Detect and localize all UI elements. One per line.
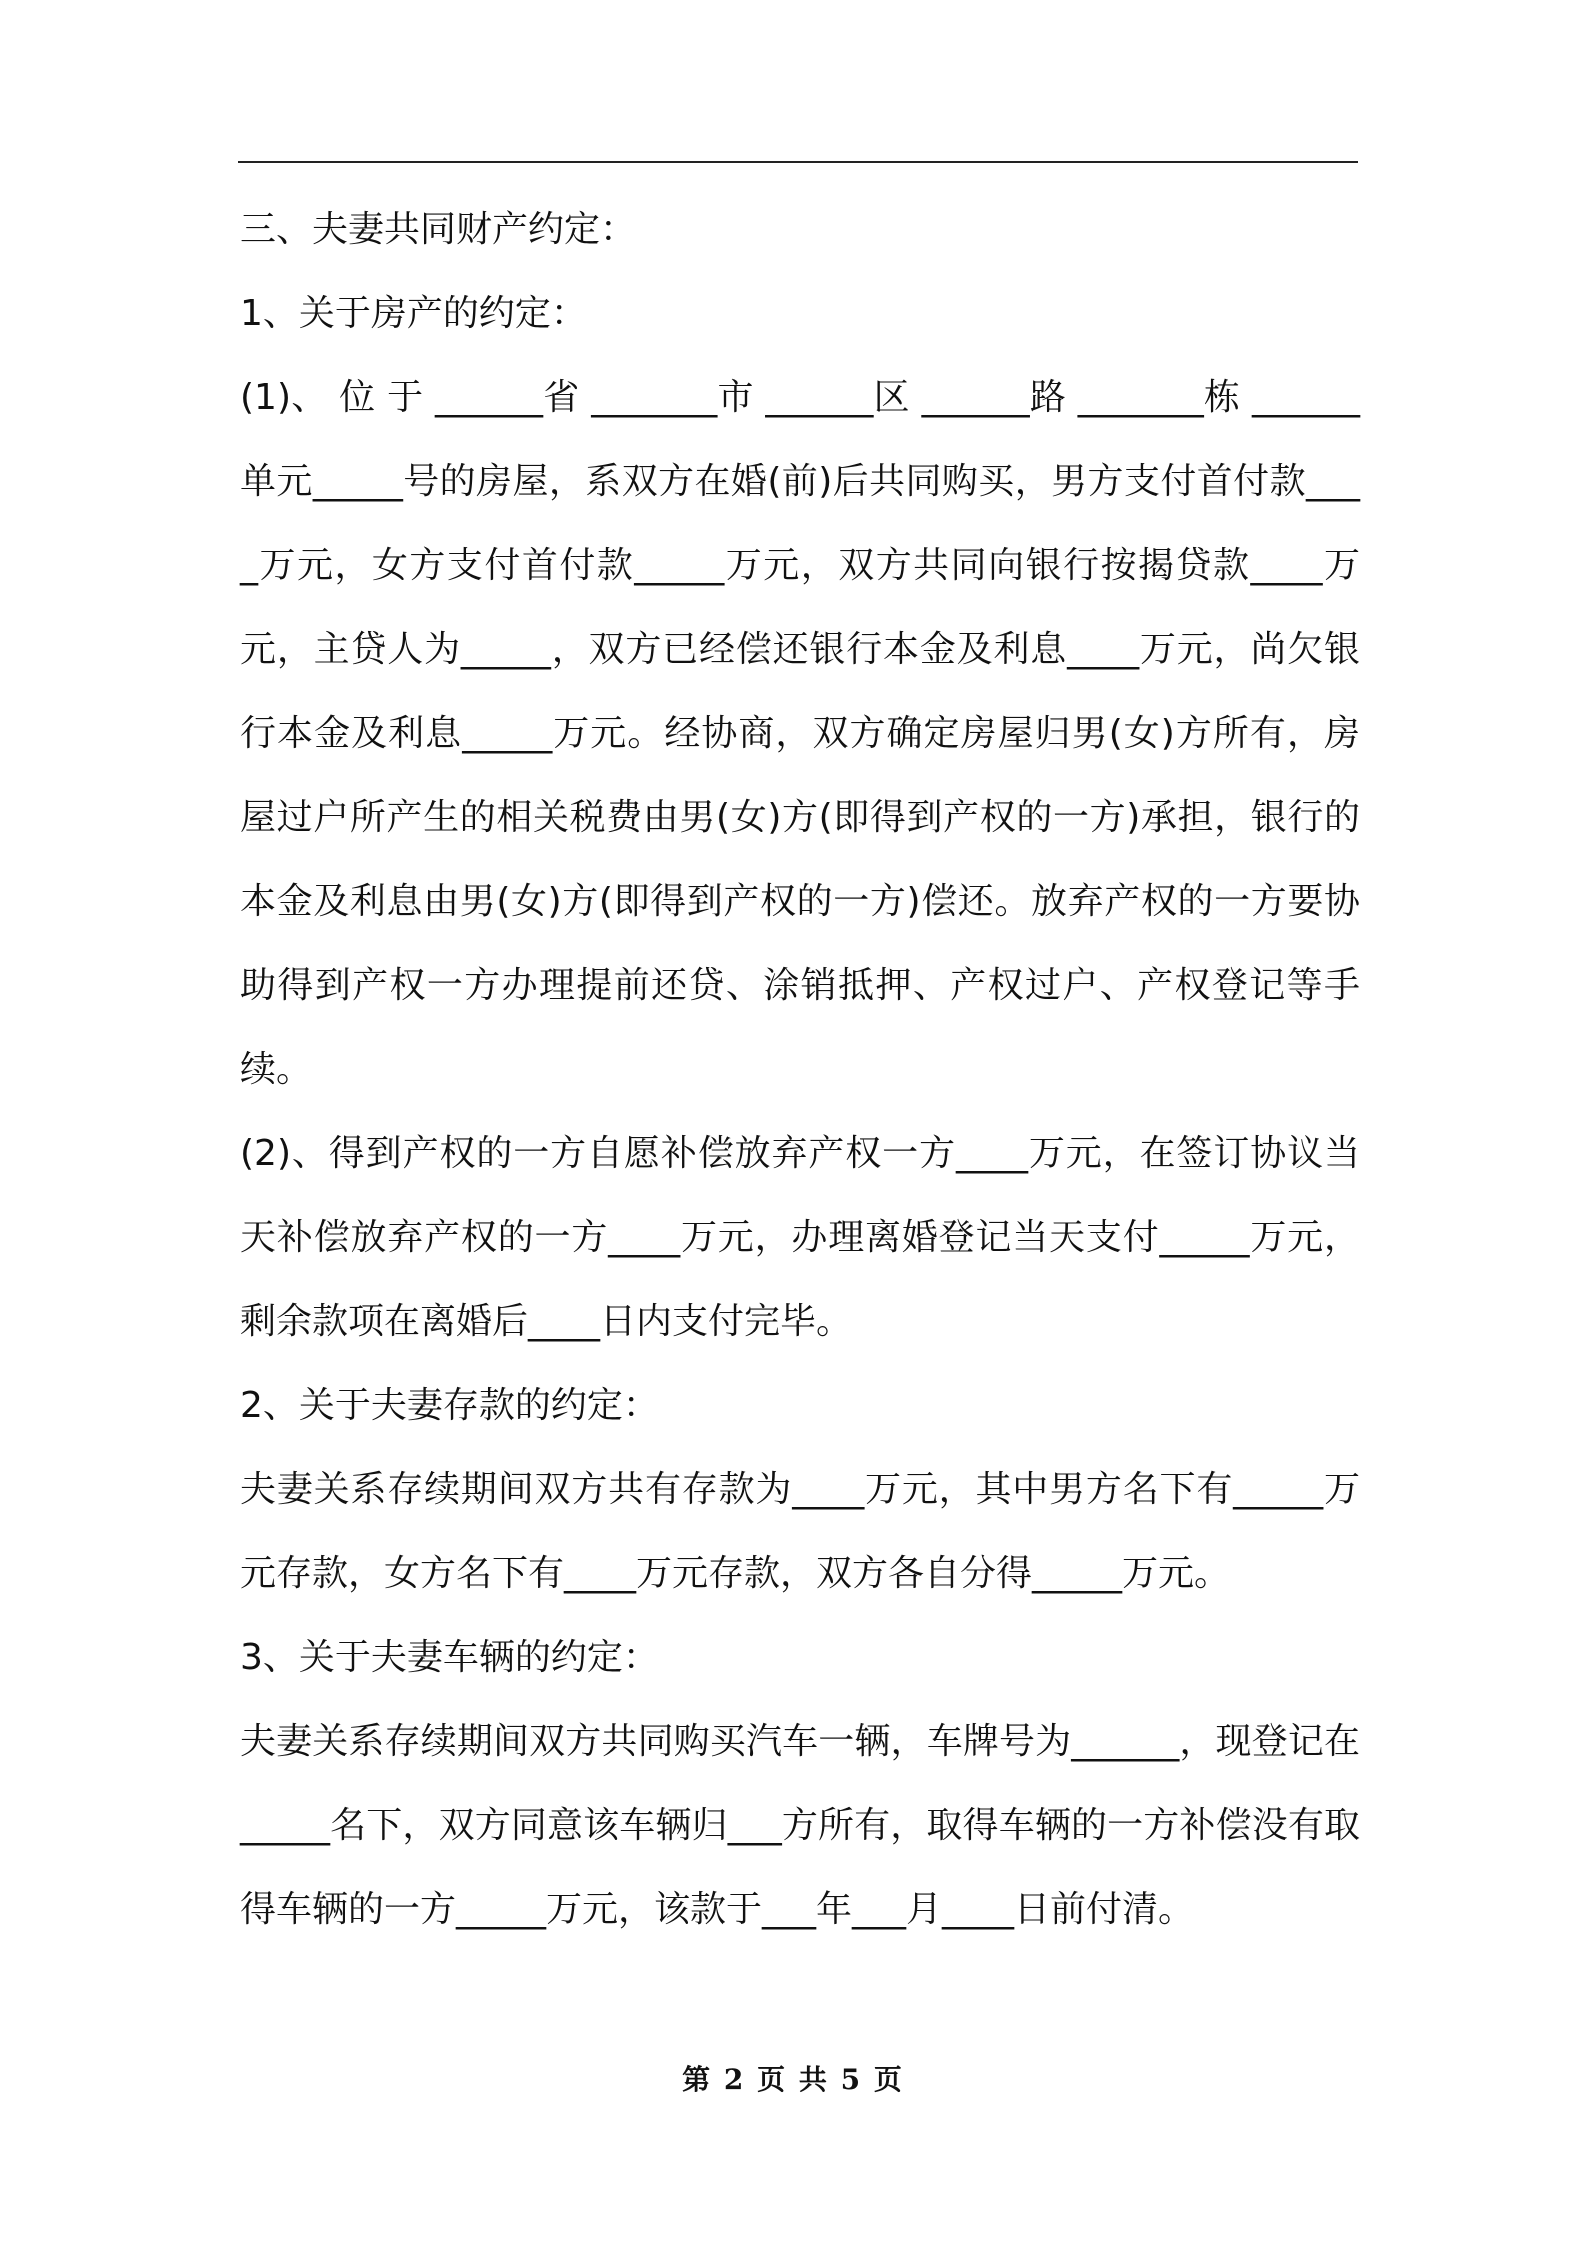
clause-savings: 夫妻关系存续期间双方共有存款为____万元，其中男方名下有_____万元存款，女方名下有____万元存款，双方各自分得_____万元。 <box>240 1469 1360 1594</box>
subheading-real-estate: 1、关于房产的约定： <box>240 293 587 334</box>
document-body <box>240 188 1360 1952</box>
clause-property-ownership: (1)、 位 于 ______省 _______市 ______区 ______路 _______栋 ______单元_____号的房屋，系双方在婚(前)后共同购买，男方支付首付款____万元，女方支付首付款_____万元，双方共同向银行按揭贷款____万元，主贷人为_____，双方已经偿还银行本金及利息____万元，尚欠银行本金及利息_____万元。经协商，双方确定房屋归男(女)方所有，房屋过户所产生的相关税费由男(女)方(即得到产权的一方)承担，银行的本金及利息由男(女)方(即得到产权的一方)偿还。放弃产权的一方要协助得到产权一方办理提前还贷、涂销抵押、产权过户、产权登记等手续。 <box>240 377 1360 1090</box>
header-rule <box>238 161 1358 163</box>
page-footer: 第 2 页 共 5 页 <box>682 2063 904 2096</box>
section-heading-joint-property: 三、夫妻共同财产约定： <box>240 209 637 250</box>
subheading-savings: 2、关于夫妻存款的约定： <box>240 1385 659 1426</box>
subheading-vehicle: 3、关于夫妻车辆的约定： <box>240 1637 659 1678</box>
clause-vehicle: 夫妻关系存续期间双方共同购买汽车一辆，车牌号为______，现登记在_____名下，双方同意该车辆归___方所有，取得车辆的一方补偿没有取得车辆的一方_____万元，该款于___年___月____日前付清。 <box>240 1721 1360 1930</box>
clause-property-compensation: (2)、得到产权的一方自愿补偿放弃产权一方____万元，在签订协议当天补偿放弃产权的一方____万元，办理离婚登记当天支付_____万元，剩余款项在离婚后____日内支付完毕。 <box>240 1133 1360 1342</box>
